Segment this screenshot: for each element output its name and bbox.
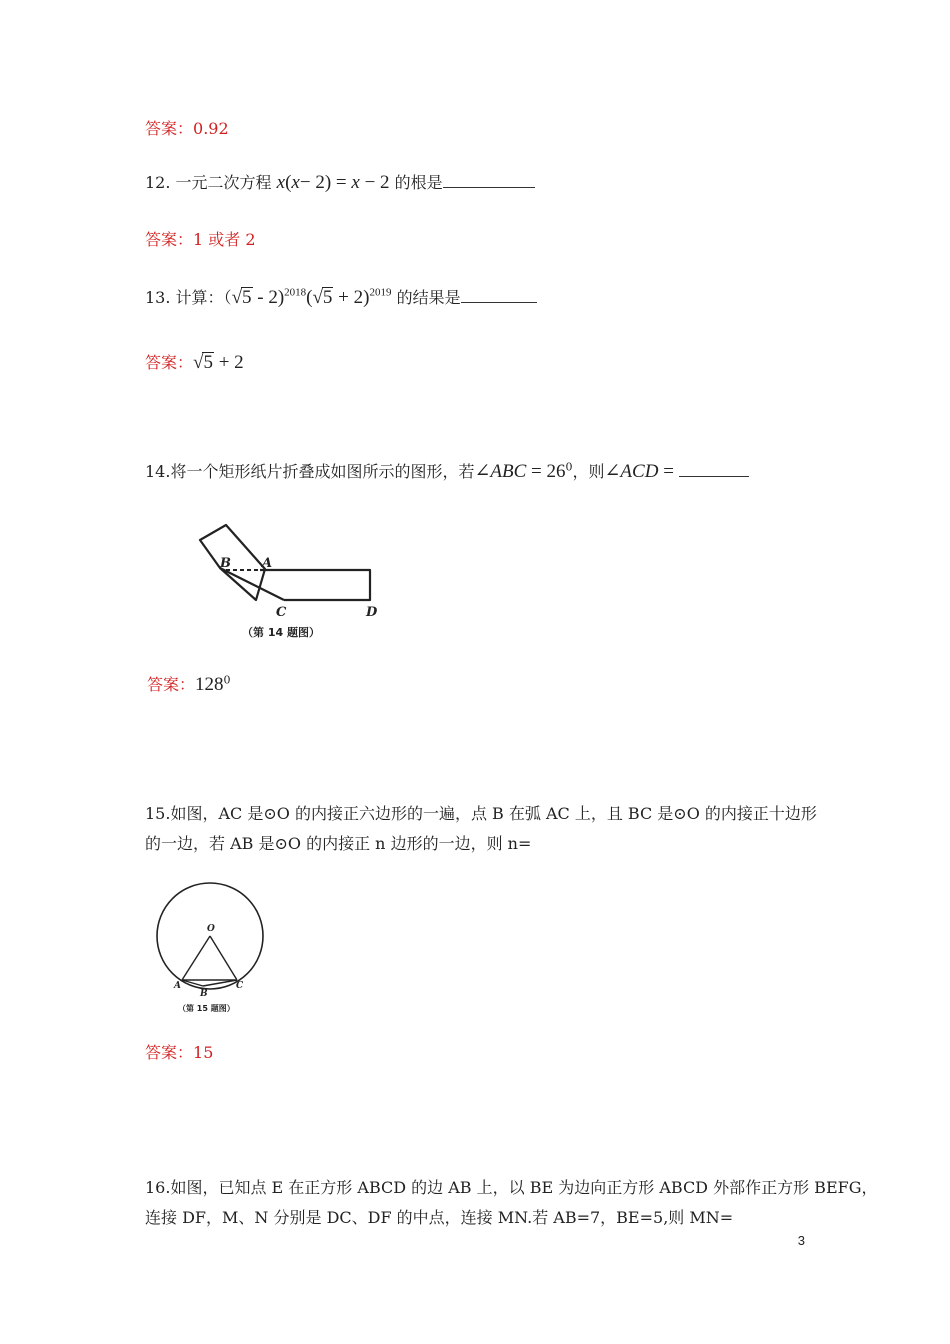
label-c: C (236, 981, 244, 991)
question-text: 一元二次方程 (175, 173, 272, 192)
figure-14 (190, 518, 390, 646)
question-number: 14. (145, 462, 171, 481)
answer-15 (145, 1043, 213, 1063)
folded-flap (200, 525, 265, 600)
label-b: B (200, 989, 208, 999)
figure-caption: （第 14 题图） (242, 626, 320, 639)
figure-15 (150, 880, 274, 1016)
label-a: A (174, 981, 181, 991)
answer-value: 0.92 (193, 119, 229, 138)
question-15-line-1: 15.如图，AC 是⊙O 的内接正六边形的一遍，点 B 在弧 AC 上，且 BC 是⊙O 的内接正十边形 (145, 804, 817, 823)
label-c: C (276, 605, 287, 620)
question-16-line-1: 16.如图，已知点 E 在正方形 ABCD 的边 AB 上，以 BE 为边向正方形 ABCD 外部作正方形 BEFG， (145, 1178, 878, 1197)
question-16-line-2: 连接 DF，M、N 分别是 DC、DF 的中点，连接 MN.若 AB=7，BE=5,则 MN= (145, 1208, 734, 1227)
answer-blank (443, 173, 535, 188)
answer-blank (461, 288, 537, 303)
answer-14: 答案：$128^0$ (147, 673, 231, 695)
label-b: B (220, 556, 231, 571)
segment-oc (210, 936, 237, 980)
question-12 (145, 173, 535, 193)
question-15-line-2: 的一边，若 AB 是⊙O 的内接正 n 边形的一边，则 n= (145, 834, 532, 853)
question-text-tail: 的结果是 (396, 288, 461, 307)
answer-11 (145, 119, 229, 139)
answer-13 (145, 352, 244, 373)
answer-label: 答案： (145, 353, 194, 372)
answer-label: 答案： (145, 119, 194, 138)
question-13 (145, 287, 537, 308)
answer-value: √5 + 2 (193, 352, 244, 373)
question-text: 计算：（ (175, 288, 232, 307)
answer-12 (145, 230, 256, 250)
question-text: 将一个矩形纸片折叠成如图所示的图形，若 (170, 462, 475, 481)
question-14: 14.将一个矩形纸片折叠成如图所示的图形，若∠ABC = $26^0$，则∠ACD = (145, 462, 749, 482)
page-number: 3 (797, 1233, 805, 1248)
angle-acd: ∠ACD (604, 461, 659, 482)
label-a: A (262, 556, 273, 571)
question-text-tail: 的根是 (394, 173, 443, 192)
answer-label: 答案： (145, 1043, 194, 1062)
label-o: O (207, 924, 215, 934)
answer-label: 答案： (145, 230, 194, 249)
answer-value: 128 (195, 674, 224, 695)
answer-label: 答案： (147, 675, 196, 694)
figure-caption: （第 15 题图） (178, 1004, 235, 1013)
label-d: D (366, 605, 378, 620)
answer-blank (679, 462, 749, 477)
answer-value: 15 (193, 1043, 214, 1062)
equation: x(x− 2) = x − 2 (276, 172, 390, 193)
answer-value: 1 或者 2 (193, 230, 256, 249)
question-number: 12. (145, 173, 171, 192)
question-number: 13. (145, 288, 171, 307)
expression: $√5 - 2)^{2018}(√5 + 2)^{2019}$ (231, 286, 392, 308)
segment-oa (182, 936, 210, 980)
angle-abc: ∠ABC (474, 461, 527, 482)
